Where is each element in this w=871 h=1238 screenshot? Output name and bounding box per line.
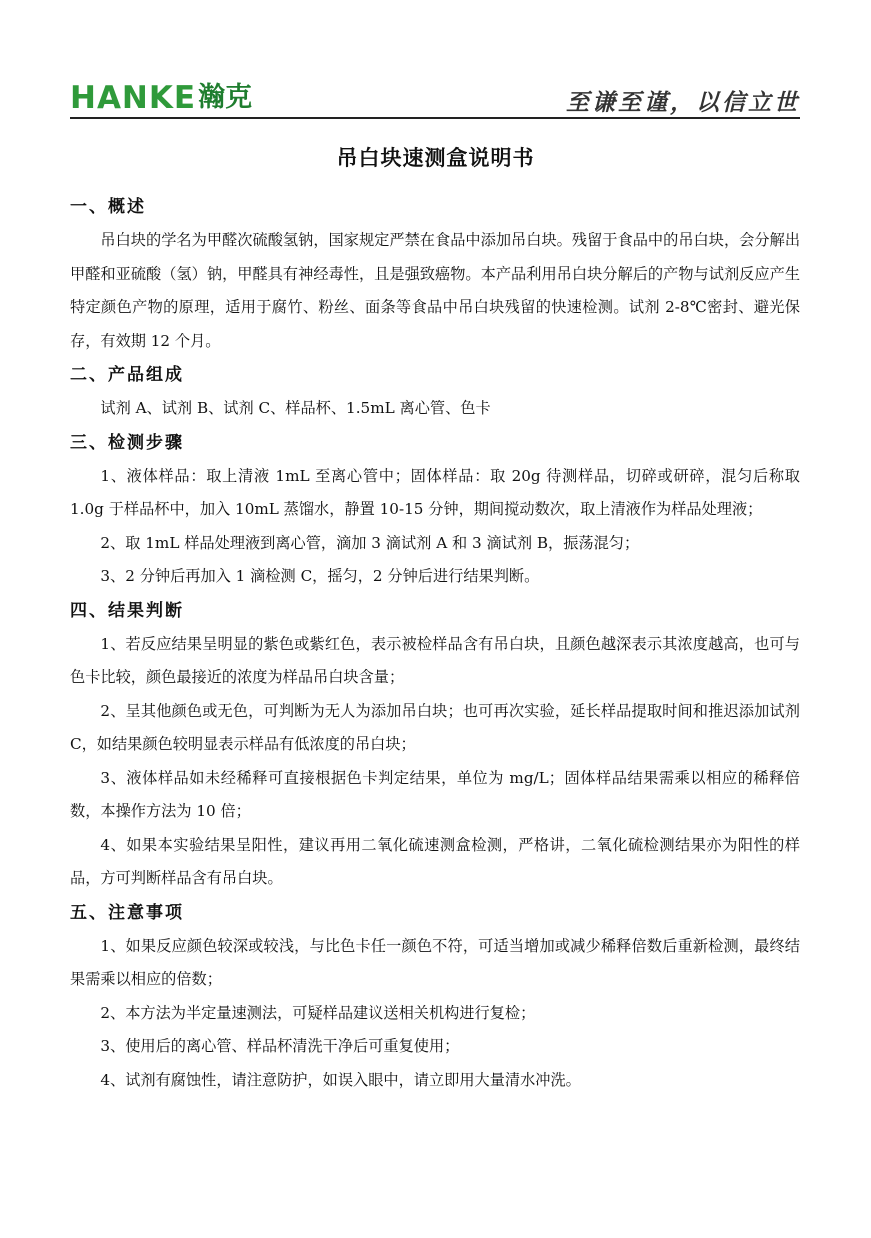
section-procedure	[70, 426, 800, 594]
paragraph: 2、取 1mL 样品处理液到离心管，滴加 3 滴试剂 A 和 3 滴试剂 B，振荡混匀；	[100, 533, 640, 552]
paragraph: 3、使用后的离心管、样品杯清洗干净后可重复使用；	[100, 1037, 460, 1055]
logo-cn-text: 瀚克	[198, 82, 253, 113]
section-components	[70, 358, 800, 426]
logo-en-text: HANKE	[70, 80, 197, 116]
paragraph: 1、液体样品：取上清液 1mL 至离心管中；固体样品：取 20g 待测样品，切碎或研碎，混匀后称取 1.0g 于样品杯中，加入 10mL 蒸馏水，静置 10-15 分钟，期间搅动数次，取上清液作为样品处理液；	[70, 466, 800, 518]
section-heading: 五、注意事项	[70, 902, 184, 923]
section-heading: 二、产品组成	[70, 365, 184, 385]
paragraph: 试剂 A、试剂 B、试剂 C、样品杯、1.5mL 离心管、色卡	[100, 399, 491, 417]
section-notes	[70, 896, 800, 1098]
paragraph: 1、若反应结果呈明显的紫色或紫红色，表示被检样品含有吊白块，且颜色越深表示其浓度越高，也可与色卡比较，颜色最接近的浓度为样品吊白块含量；	[70, 634, 800, 686]
paragraph: 2、呈其他颜色或无色，可判断为无人为添加吊白块；也可再次实验，延长样品提取时间和推迟添加试剂 C，如结果颜色较明显表示样品有低浓度的吊白块；	[70, 701, 800, 753]
paragraph: 吊白块的学名为甲醛次硫酸氢钠，国家规定严禁在食品中添加吊白块。残留于食品中的吊白块，会分解出甲醛和亚硫酸（氢）钠，甲醛具有神经毒性，且是强致癌物。本产品利用吊白块分解后的产物与试剂反应产生特定颜色产物的原理，适用于腐竹、粉丝、面条等食品中吊白块残留的快速检测。试剂 2-8℃密封、避光保存，有效期 12 个月。	[70, 231, 800, 350]
section-heading: 三、检测步骤	[70, 432, 184, 453]
document-body	[70, 190, 800, 1097]
paragraph: 3、2 分钟后再加入 1 滴检测 C，摇匀，2 分钟后进行结果判断。	[100, 567, 540, 585]
slogan: 至谦至谨，以信立世	[566, 89, 800, 116]
section-heading: 四、结果判断	[70, 600, 184, 621]
section-heading: 一、概述	[70, 197, 146, 217]
paragraph: 3、液体样品如未经稀释可直接根据色卡判定结果，单位为 mg/L；固体样品结果需乘以相应的稀释倍数，本操作方法为 10 倍；	[70, 768, 800, 820]
header-divider	[70, 117, 800, 119]
paragraph: 4、如果本实验结果呈阳性，建议再用二氧化硫速测盒检测，严格讲，二氧化硫检测结果亦为阳性的样品，方可判断样品含有吊白块。	[70, 835, 800, 887]
paragraph: 1、如果反应颜色较深或较浅，与比色卡任一颜色不符，可适当增加或减少稀释倍数后重新检测，最终结果需乘以相应的倍数；	[70, 936, 800, 988]
page-header	[70, 78, 800, 118]
hanke-logo	[70, 78, 252, 118]
paragraph: 2、本方法为半定量速测法，可疑样品建议送相关机构进行复检；	[100, 1003, 536, 1022]
section-overview	[70, 190, 800, 358]
document-title: 吊白块速测盒说明书	[336, 145, 535, 170]
paragraph: 4、试剂有腐蚀性，请注意防护，如误入眼中，请立即用大量清水冲洗。	[100, 1070, 581, 1089]
section-results	[70, 594, 800, 896]
